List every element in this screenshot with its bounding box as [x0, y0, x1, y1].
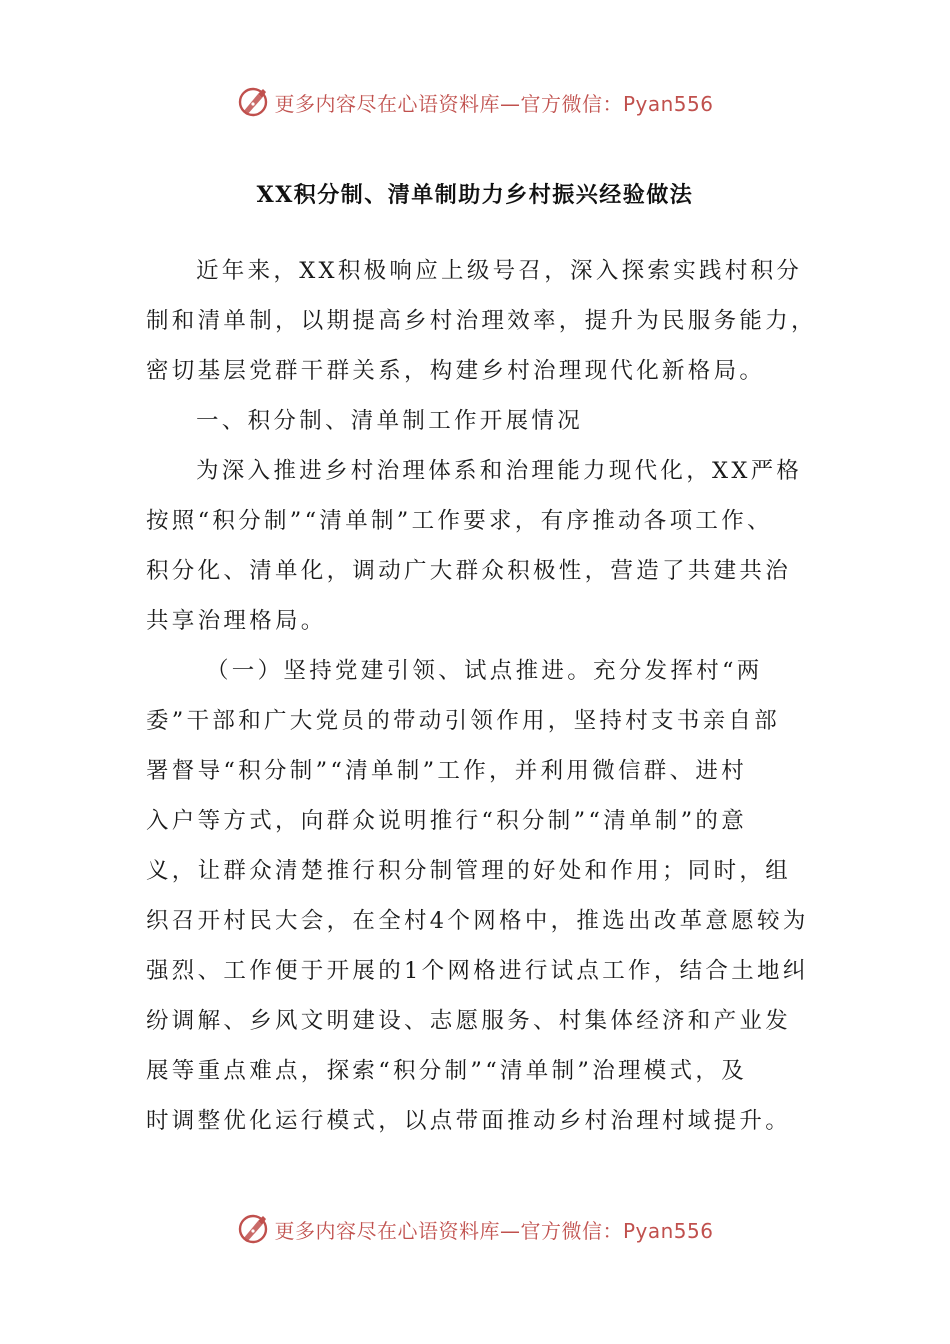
document-title: XX积分制、清单制助力乡村振兴经验做法 — [256, 182, 694, 208]
paragraph-line: 制和清单制，以期提高乡村治理效率，提升为民服务能力， — [146, 308, 817, 334]
paragraph-line: 展等重点难点，探索“积分制”“清单制”治理模式，及 — [146, 1058, 748, 1084]
paragraph-line: 按照“积分制”“清单制”工作要求，有序推动各项工作、 — [146, 508, 773, 534]
footer-brand-bar — [0, 1209, 950, 1249]
pen-nib-logo-icon — [236, 1212, 270, 1246]
header-brand-text: 更多内容尽在心语资料库—官方微信：Pyan556 — [274, 91, 714, 116]
paragraph-line: 密切基层党群干群关系，构建乡村治理现代化新格局。 — [146, 358, 766, 384]
paragraph-line: 委”干部和广大党员的带动引领作用，坚持村支书亲自部 — [146, 708, 781, 734]
header-brand-bar — [0, 82, 950, 122]
paragraph-line: 积分化、清单化，调动广大群众积极性，营造了共建共治 — [146, 558, 792, 584]
footer-brand-text: 更多内容尽在心语资料库—官方微信：Pyan556 — [274, 1218, 714, 1243]
paragraph-line: 义，让群众清楚推行积分制管理的好处和作用；同时，组 — [146, 858, 792, 884]
document-body — [146, 246, 817, 1146]
paragraph-line: 入户等方式，向群众说明推行“积分制”“清单制”的意 — [146, 808, 748, 834]
paragraph-line: 为深入推进乡村治理体系和治理能力现代化，XX严格 — [196, 458, 803, 484]
paragraph-line: 织召开村民大会，在全村4个网格中，推选出改革意愿较为 — [146, 908, 809, 934]
paragraph-line: 时调整优化运行模式，以点带面推动乡村治理村域提升。 — [146, 1108, 792, 1134]
paragraph-line: 署督导“积分制”“清单制”工作，并利用微信群、进村 — [146, 758, 748, 784]
paragraph-line: 纷调解、乡风文明建设、志愿服务、村集体经济和产业发 — [146, 1008, 792, 1034]
section-heading: 一、积分制、清单制工作开展情况 — [196, 408, 584, 434]
paragraph-line: 近年来，XX积极响应上级号召，深入探索实践村积分 — [196, 258, 803, 284]
pen-nib-logo-icon — [236, 85, 270, 119]
subsection-heading-line: （一）坚持党建引领、试点推进。充分发挥村“两 — [206, 658, 763, 684]
paragraph-line: 强烈、工作便于开展的1个网格进行试点工作，结合土地纠 — [146, 958, 809, 984]
paragraph-line: 共享治理格局。 — [146, 608, 327, 634]
